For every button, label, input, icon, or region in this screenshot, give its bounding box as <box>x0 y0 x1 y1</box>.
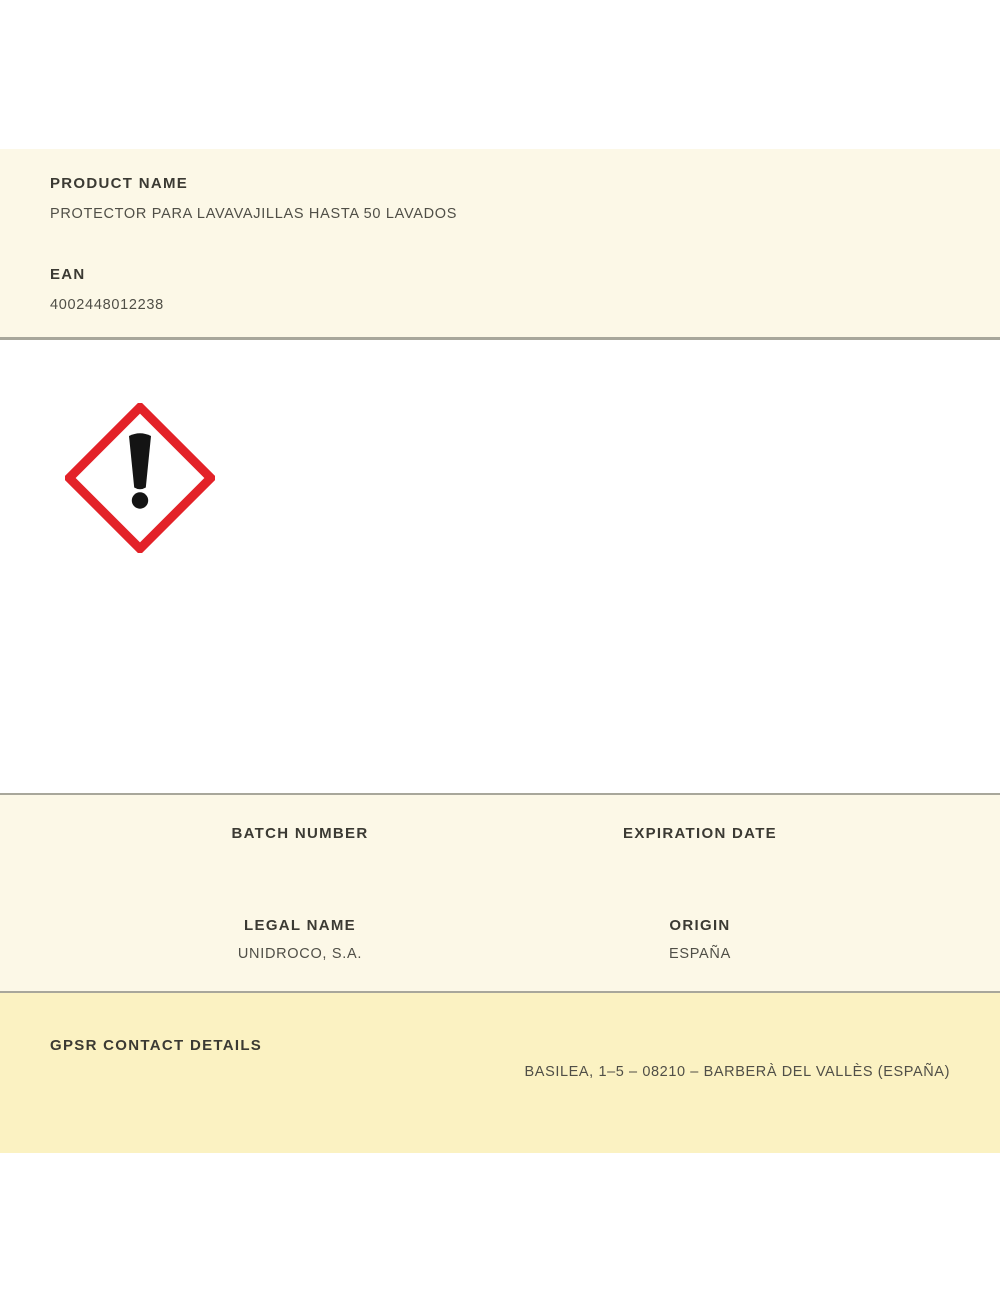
origin-label: ORIGIN <box>669 917 731 934</box>
gpsr-contact-address: BASILEA, 1–5 – 08210 – BARBERÀ DEL VALLÈS (ESPAÑA) <box>524 1064 950 1080</box>
legal-name-value: UNIDROCO, S.A. <box>237 946 363 962</box>
ean-field <box>50 266 950 314</box>
ean-value: 4002448012238 <box>50 297 164 313</box>
origin-field <box>500 917 900 963</box>
batch-expiration-row <box>100 825 900 871</box>
legal-origin-row <box>100 917 900 963</box>
top-spacer <box>0 0 1000 149</box>
gpsr-contact-label: GPSR CONTACT DETAILS <box>50 1037 263 1054</box>
legal-name-label: LEGAL NAME <box>244 917 356 934</box>
expiration-date-label: EXPIRATION DATE <box>623 825 777 842</box>
gpsr-section <box>0 993 1000 1153</box>
ghs-exclamation-icon <box>65 403 215 553</box>
details-section <box>0 793 1000 993</box>
product-section <box>0 149 1000 340</box>
expiration-date-field <box>500 825 900 871</box>
expiration-date-value <box>500 854 900 871</box>
product-name-value: PROTECTOR PARA LAVAVAJILLAS HASTA 50 LAVADOS <box>50 206 458 222</box>
product-name-field <box>50 175 950 223</box>
ean-label: EAN <box>50 266 86 283</box>
batch-number-value <box>100 854 500 871</box>
product-name-label: PRODUCT NAME <box>50 175 189 192</box>
origin-value: ESPAÑA <box>669 946 731 962</box>
hazard-section <box>0 340 1000 793</box>
legal-name-field <box>100 917 500 963</box>
batch-number-label: BATCH NUMBER <box>231 825 369 842</box>
batch-number-field <box>100 825 500 871</box>
